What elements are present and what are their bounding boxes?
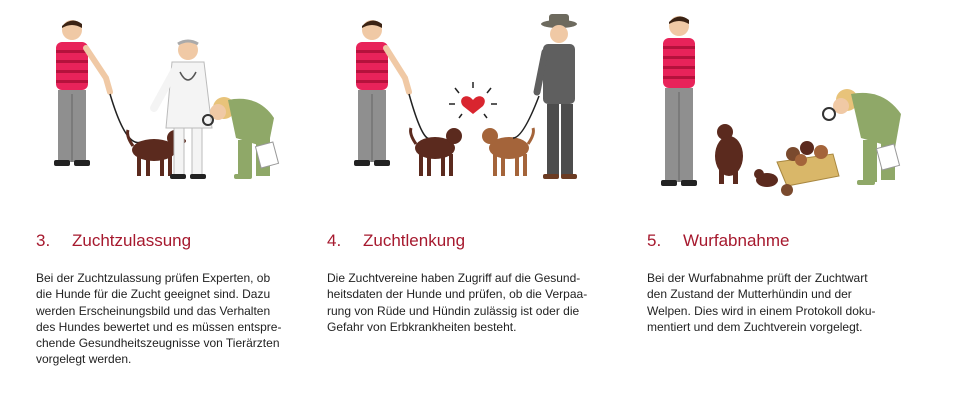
- step-4-illustration: [327, 8, 627, 198]
- step-5-panel: [647, 0, 947, 400]
- step-4-panel: [327, 0, 627, 400]
- man-pink-shirt-icon: [354, 20, 409, 166]
- step-title: Zuchtzulassung: [72, 231, 192, 250]
- step-5-heading: [647, 231, 789, 251]
- man-pink-shirt-icon: [54, 20, 110, 166]
- step-4-description: [327, 270, 617, 335]
- description-line: Welpen. Dies wird in einem Protokoll doku-: [647, 303, 876, 318]
- description-line: den Zustand der Mutterhündin und der: [647, 287, 852, 302]
- description-line: vorgelegt werden.: [36, 352, 132, 367]
- step-3-description: [36, 270, 326, 368]
- step-3-illustration: [36, 8, 336, 198]
- man-pink-shirt-icon: [661, 16, 697, 186]
- description-line: chende Gesundheitszeugnisse von Tierärzten: [36, 336, 280, 351]
- description-line: rung von Rüde und Hündin zulässig ist oder die: [327, 303, 580, 318]
- description-line: Bei der Wurfabnahme prüft der Zuchtwart: [647, 271, 868, 285]
- dog-icon: [482, 128, 533, 176]
- step-number: 5.: [647, 231, 662, 250]
- step-number: 3.: [36, 231, 51, 250]
- dog-icon: [715, 124, 743, 184]
- description-line: heitsdaten der Hunde und prüfen, ob die Verpaa-: [327, 287, 588, 302]
- step-title: Wurfabnahme: [683, 231, 790, 250]
- step-title: Zuchtlenkung: [363, 231, 466, 250]
- dog-icon: [754, 169, 778, 187]
- man-with-hat-icon: [537, 14, 577, 179]
- description-line: werden Erscheinungsbild und das Verhalten: [36, 303, 271, 318]
- step-4-heading: [327, 231, 465, 251]
- step-3-heading: [36, 231, 191, 251]
- description-line: des Hundes bewertet und es müssen entspre-: [36, 319, 282, 334]
- description-line: Bei der Zuchtzulassung prüfen Experten, ob: [36, 271, 271, 285]
- description-line: Gefahr von Erbkrankheiten besteht.: [327, 319, 517, 334]
- dog-icon: [411, 128, 462, 176]
- step-5-description: [647, 270, 937, 335]
- heart-icon: [449, 82, 497, 118]
- description-line: Die Zuchtvereine haben Zugriff auf die Gesund-: [327, 271, 581, 285]
- step-3-panel: [36, 0, 336, 400]
- puppies-basket-icon: [777, 141, 839, 196]
- step-number: 4.: [327, 231, 342, 250]
- step-5-illustration: [647, 8, 947, 198]
- woman-magnifier-icon: [203, 97, 279, 179]
- description-line: mentiert und dem Zuchtverein vorgelegt.: [647, 319, 863, 334]
- description-line: die Hunde für die Zucht geeignet sind. Dazu: [36, 287, 271, 302]
